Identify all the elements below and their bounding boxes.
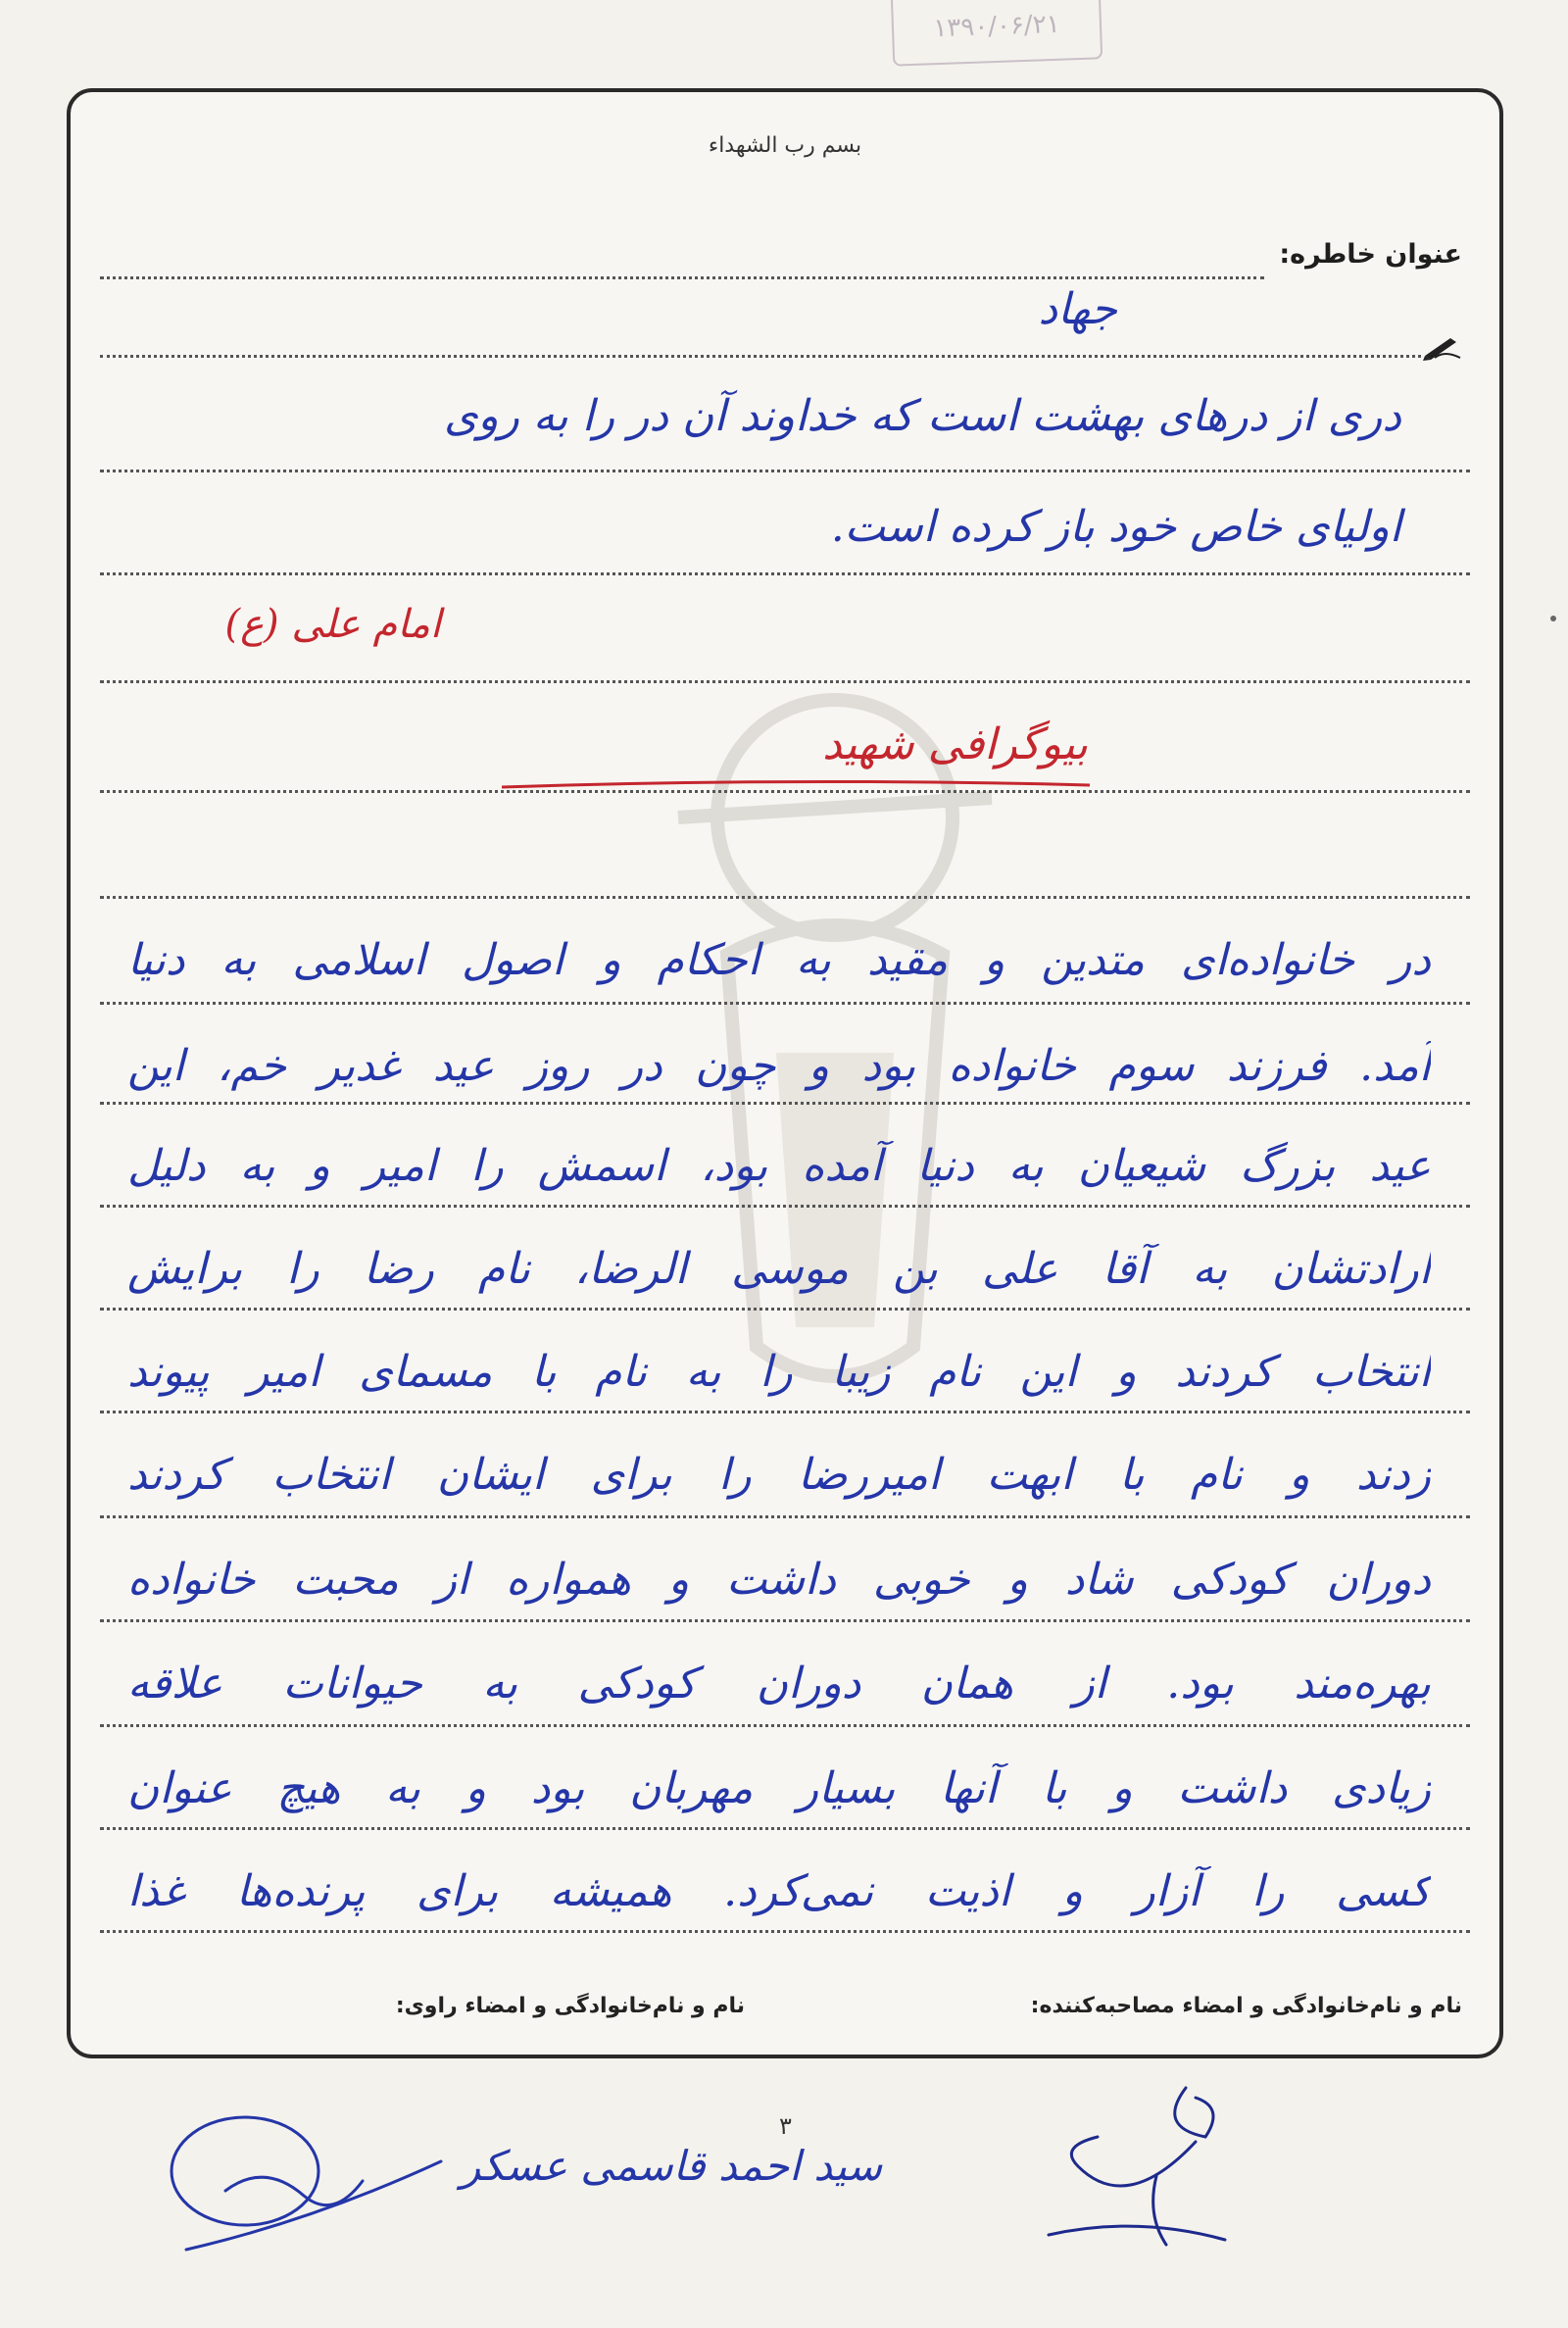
body-line: بهره‌مند بود. از همان دوران کودکی به حیوانات علاقه	[127, 1659, 1431, 1709]
memoir-topic-label: عنوان خاطره:	[1279, 239, 1462, 270]
memoir-form	[67, 88, 1503, 2058]
body-line: در خانواده‌ای متدین و مقید به احکام و اصول اسلامی به دنیا	[127, 935, 1431, 985]
body-line: زیادی داشت و با آنها بسیار مهربان بود و به هیچ عنوان	[127, 1763, 1431, 1813]
narrator-signature	[167, 2103, 461, 2269]
interviewer-signature	[1039, 2068, 1235, 2254]
body-line: انتخاب کردند و این نام زیبا را به نام با مسمای امیر پیوند	[127, 1347, 1431, 1397]
section-title: بیوگرافی شهید	[822, 719, 1088, 769]
ruled-line	[100, 470, 1470, 472]
body-line: زدند و نام با ابهت امیررضا را برای ایشان انتخاب کردند	[127, 1450, 1431, 1500]
quote-line-1: دری از درهای بهشت است که خداوند آن در را به روی	[443, 391, 1401, 441]
ruled-line	[100, 355, 1421, 358]
body-line: عید بزرگ شیعیان به دنیا آمده بود، اسمش را امیر و به دلیل	[127, 1141, 1431, 1191]
ruled-line	[100, 1308, 1470, 1311]
ruled-line	[100, 1619, 1470, 1622]
ruled-line	[100, 1411, 1470, 1413]
body-line: ارادتشان به آقا علی بن موسی الرضا، نام رضا را برایش	[127, 1244, 1431, 1294]
ruled-line	[100, 572, 1470, 575]
quote-line-2: اولیای خاص خود باز کرده است.	[830, 502, 1401, 552]
narrator-signature-name: سید احمد قاسمی عسکر	[461, 2142, 883, 2190]
body-line: آمد. فرزند سوم خانواده بود و چون در روز عید غدیر خم، این	[127, 1041, 1431, 1091]
ruled-line	[100, 276, 1264, 279]
pen-writing-icon	[1421, 332, 1462, 366]
ruled-line	[100, 1827, 1470, 1830]
interviewer-signature-label: نام و نام‌خانوادگی و امضاء مصاحبه‌کننده:	[1030, 1994, 1462, 2018]
memoir-topic-value: جهاد	[1038, 284, 1117, 334]
ruled-line	[100, 1102, 1470, 1105]
page-number: ۳	[779, 2112, 792, 2140]
ruled-line	[100, 1515, 1470, 1518]
ruled-line	[100, 1002, 1470, 1005]
narrator-signature-label: نام و نام‌خانوادگی و امضاء راوی:	[395, 1994, 745, 2018]
ruled-line	[100, 1724, 1470, 1727]
quote-attribution: امام علی (ع)	[224, 602, 441, 647]
body-line: کسی را آزار و اذیت نمی‌کرد. همیشه برای پرنده‌ها غذا	[127, 1866, 1431, 1916]
body-line: دوران کودکی شاد و خوبی داشت و همواره از محبت خانواده	[127, 1555, 1431, 1605]
ruled-line	[100, 896, 1470, 899]
section-title-underline	[502, 775, 1090, 795]
received-date-stamp: ۱۳۹۰/۰۶/۲۱	[891, 0, 1102, 67]
ruled-line	[100, 680, 1470, 683]
ruled-line	[100, 1205, 1470, 1208]
basmala-header: بسم رب الشهداء	[708, 133, 862, 158]
edge-mark	[1550, 616, 1556, 621]
ruled-line	[100, 1930, 1470, 1933]
